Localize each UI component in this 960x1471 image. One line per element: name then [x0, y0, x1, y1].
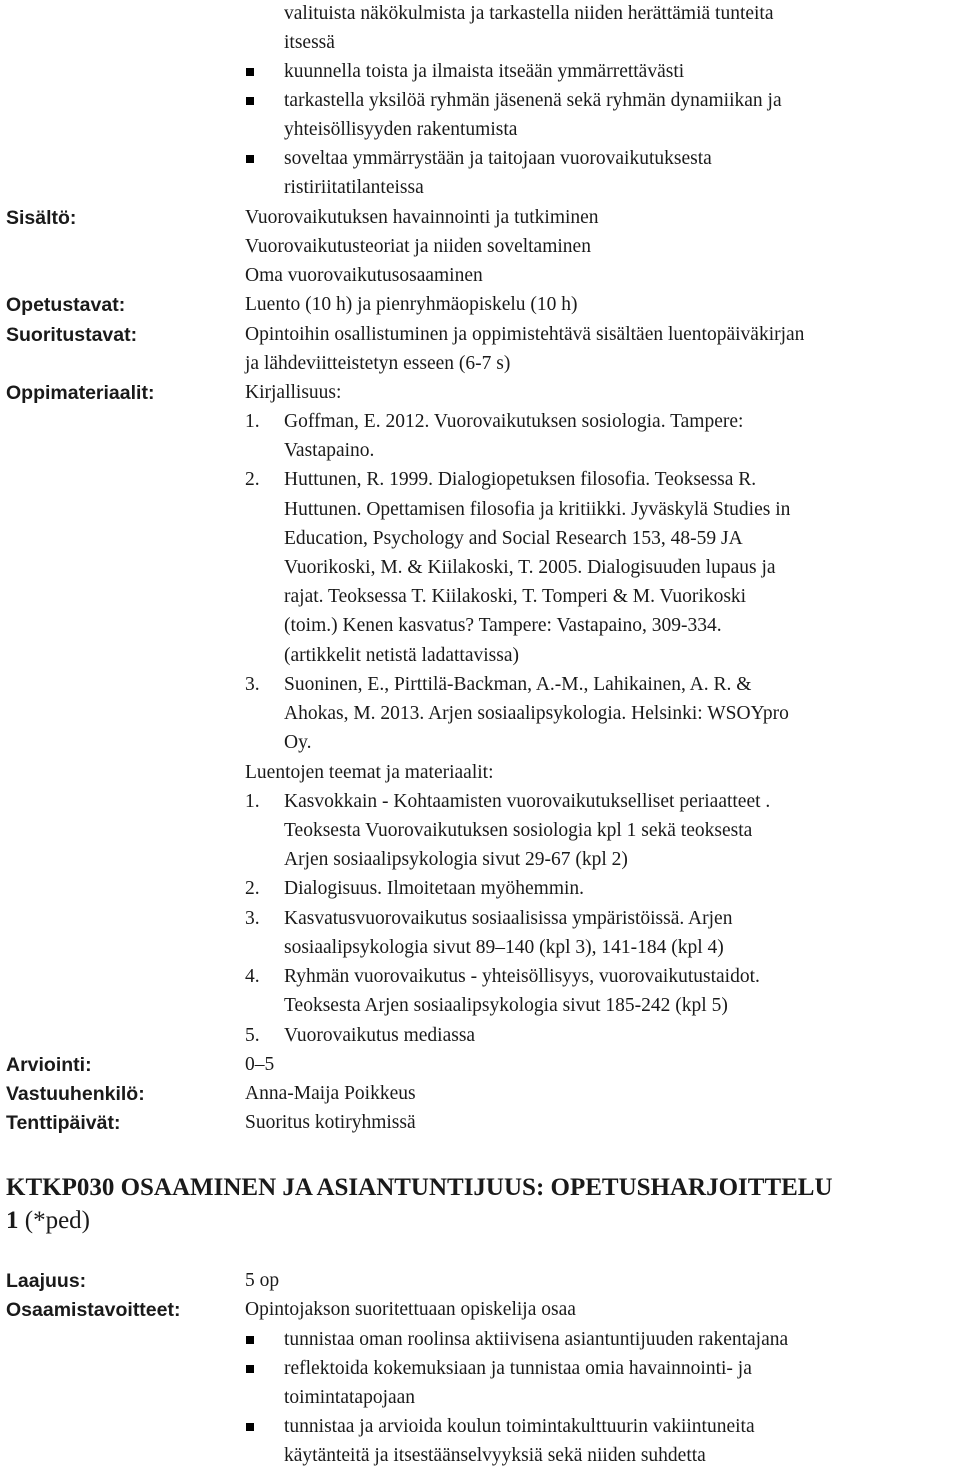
lecture-line: Dialogisuus. Ilmoitetaan myöhemmin.: [284, 878, 585, 899]
list-number: 2.: [245, 469, 260, 490]
field-label-osaamistavoitteet: Osaamistavoitteet:: [6, 1299, 181, 1321]
bullet-square-icon: [246, 1336, 254, 1344]
lectures-heading: Luentojen teemat ja materiaalit:: [245, 762, 494, 783]
bullet-text: ristiriitatilanteissa: [284, 177, 424, 198]
course-title-number: 1: [6, 1207, 19, 1234]
field-label-suoritustavat: Suoritustavat:: [6, 324, 138, 346]
literature-line: Vuorikoski, M. & Kiilakoski, T. 2005. Dialogisuuden lupaus ja: [284, 557, 776, 578]
literature-line: Goffman, E. 2012. Vuorovaikutuksen sosiologia. Tampere:: [284, 411, 744, 432]
literature-line: Suoninen, E., Pirttilä-Backman, A.-M., Lahikainen, A. R. &: [284, 674, 752, 695]
sisalto-line: Vuorovaikutuksen havainnointi ja tutkiminen: [245, 207, 599, 228]
literature-line: (artikkelit netistä ladattavissa): [284, 645, 519, 666]
course-title: KTKP030 OSAAMINEN JA ASIANTUNTIJUUS: OPETUSHARJOITTELU: [6, 1174, 833, 1201]
bullet-text: reflektoida kokemuksiaan ja tunnistaa omia havainnointi- ja: [284, 1358, 752, 1379]
list-number: 4.: [245, 966, 260, 987]
list-number: 5.: [245, 1025, 260, 1046]
lecture-line: Kasvokkain - Kohtaamisten vuorovaikutukselliset periaatteet .: [284, 791, 771, 812]
field-label-laajuus: Laajuus:: [6, 1270, 87, 1292]
literature-line: Ahokas, M. 2013. Arjen sosiaalipsykologia. Helsinki: WSOYpro: [284, 703, 789, 724]
osaamistavoitteet-intro: Opintojakson suoritettuaan opiskelija osaa: [245, 1299, 576, 1320]
laajuus-value: 5 op: [245, 1270, 280, 1291]
list-number: 3.: [245, 908, 260, 929]
lecture-line: Vuorovaikutus mediassa: [284, 1025, 476, 1046]
lecture-line: Kasvatusvuorovaikutus sosiaalisissa ympäristöissä. Arjen: [284, 908, 733, 929]
suoritustavat-line: Opintoihin osallistuminen ja oppimistehtävä sisältäen luentopäiväkirjan: [245, 324, 805, 345]
tenttipaivat-value: Suoritus kotiryhmissä: [245, 1112, 416, 1133]
lecture-line: sosiaalipsykologia sivut 89–140 (kpl 3), 141-184 (kpl 4): [284, 937, 724, 958]
lecture-line: Teoksesta Arjen sosiaalipsykologia sivut 185-242 (kpl 5): [284, 995, 728, 1016]
bullet-text-justified: [284, 1357, 958, 1381]
field-label-tenttipaivat: Tenttipäivät:: [6, 1112, 121, 1134]
suoritustavat-line: ja lähdeviitteistetyn esseen (6-7 s): [245, 353, 511, 374]
bullet-text: tunnistaa oman roolinsa aktiivisena asiantuntijuuden rakentajana: [284, 1329, 789, 1350]
bullet-text: tunnistaa ja arvioida koulun toimintakulttuurin vakiintuneita: [284, 1416, 755, 1437]
literature-line: rajat. Teoksessa T. Kiilakoski, T. Tomperi & M. Vuorikoski: [284, 586, 747, 607]
field-label-sisalto: Sisältö:: [6, 207, 77, 229]
sisalto-line: Oma vuorovaikutusosaaminen: [245, 265, 483, 286]
bullet-square-icon: [246, 68, 254, 76]
text-line: itsessä: [284, 32, 335, 53]
sisalto-line: Vuorovaikutusteoriat ja niiden soveltaminen: [245, 236, 591, 257]
field-label-oppimateriaalit: Oppimateriaalit:: [6, 382, 155, 404]
bullet-text: tarkastella yksilöä ryhmän jäsenenä sekä ryhmän dynamiikan ja: [284, 90, 782, 111]
course-title-continued: [6, 1206, 90, 1236]
list-number: 1.: [245, 411, 260, 432]
text-line: valituista näkökulmista ja tarkastella niiden herättämiä tunteita: [284, 3, 774, 24]
lecture-line: Teoksesta Vuorovaikutuksen sosiologia kpl 1 sekä teoksesta: [284, 820, 753, 841]
bullet-text: kuunnella toista ja ilmaista itseään ymmärrettävästi: [284, 61, 685, 82]
bullet-text: soveltaa ymmärrystään ja taitojaan vuorovaikutuksesta: [284, 148, 712, 169]
course-title-suffix: (*ped): [24, 1207, 90, 1234]
list-number: 1.: [245, 791, 260, 812]
bullet-text: yhteisöllisyyden rakentumista: [284, 119, 518, 140]
list-number: 3.: [245, 674, 260, 695]
bullet-square-icon: [246, 155, 254, 163]
field-label-vastuuhenkilo: Vastuuhenkilö:: [6, 1083, 145, 1105]
vastuuhenkilo-value: Anna-Maija Poikkeus: [245, 1083, 416, 1104]
field-label-opetustavat: Opetustavat:: [6, 294, 126, 316]
literature-line: Education, Psychology and Social Research 153, 48-59 JA: [284, 528, 743, 549]
opetustavat-value: Luento (10 h) ja pienryhmäopiskelu (10 h): [245, 294, 578, 315]
bullet-square-icon: [246, 1365, 254, 1373]
bullet-square-icon: [246, 1423, 254, 1431]
literature-line: Oy.: [284, 732, 312, 753]
literature-line: Huttunen, R. 1999. Dialogiopetuksen filosofia. Teoksessa R.: [284, 469, 757, 490]
kirjallisuus-heading: Kirjallisuus:: [245, 382, 342, 403]
literature-line: Vastapaino.: [284, 440, 375, 461]
bullet-text: käytänteitä ja itsestäänselvyyksiä sekä niiden suhdetta: [284, 1445, 706, 1466]
bullet-square-icon: [246, 97, 254, 105]
literature-line: (toim.) Kenen kasvatus? Tampere: Vastapaino, 309-334.: [284, 615, 722, 636]
bullet-text: toimintatapojaan: [284, 1387, 416, 1408]
lecture-line: Arjen sosiaalipsykologia sivut 29-67 (kpl 2): [284, 849, 628, 870]
field-label-arviointi: Arviointi:: [6, 1054, 92, 1076]
list-number: 2.: [245, 878, 260, 899]
literature-line: Huttunen. Opettamisen filosofia ja kritiikki. Jyväskylä Studies in: [284, 499, 791, 520]
lecture-line: Ryhmän vuorovaikutus - yhteisöllisyys, vuorovaikutustaidot.: [284, 966, 760, 987]
arviointi-value: 0–5: [245, 1054, 275, 1075]
